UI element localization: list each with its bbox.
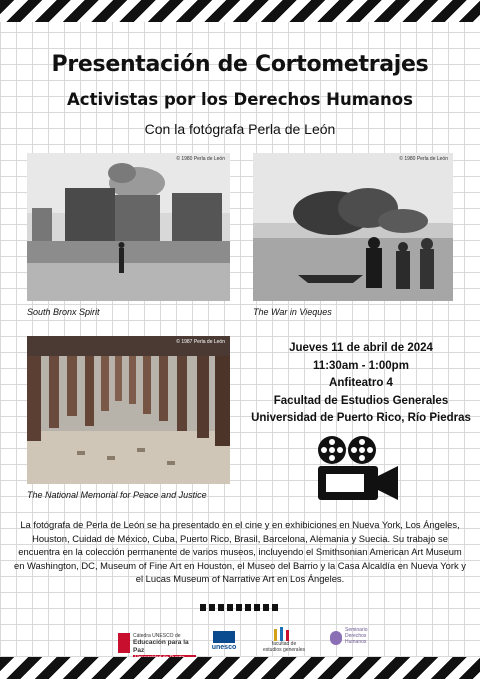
dotted-separator — [200, 604, 278, 611]
unesco-label: unesco — [211, 644, 237, 651]
caption-national-memorial: The National Memorial for Peace and Justice — [27, 490, 207, 500]
event-university: Universidad de Puerto Rico, Río Piedras — [251, 412, 471, 424]
event-time: 11:30am - 1:00pm — [313, 359, 409, 372]
unesco-temple-icon — [213, 631, 235, 643]
page-title: Presentación de Cortometrajes — [51, 52, 429, 77]
photo-credit: © 1980 Perla de León — [399, 156, 448, 162]
page-subtitle: Activistas por los Derechos Humanos — [67, 90, 413, 109]
photo-credit: © 1987 Perla de León — [176, 339, 225, 345]
ddhh-line1: Seminario — [345, 627, 368, 633]
catedra-line2: Educación para la Paz — [133, 639, 189, 654]
bottom-stripe-border — [0, 657, 480, 679]
derechos-humanos-logo — [330, 627, 376, 645]
photo-war-in-vieques — [253, 153, 453, 301]
catedra-emblem-icon — [118, 633, 130, 653]
photo-south-bronx — [27, 153, 230, 301]
catedra-line1: Cátedra UNESCO de — [133, 633, 181, 639]
film-camera-icon — [312, 434, 402, 507]
estudios-generales-emblem-icon — [262, 627, 306, 641]
sponsor-logos — [0, 619, 480, 655]
description-text: La fotógrafa de Perla de León se ha presentado en el cine y en exhibiciones en Nueva York, Los Ángeles, Houston, Cuidad de México, Cuba, Puerto Rico, Brasil, Barcelona, Alemania y Suecia. Su trabajo se encuentra en la colección permanente de varios museos, incluyendo el Smithsonian American Art Museum en Washington, DC, Museum of Fine Art en Houston, el Museo del Barrio y la Casa Alcaldía en Nueva York y el Lucas Museum of Narrative Art en Los Ángeles. — [14, 519, 466, 585]
event-faculty: Facultad de Estudios Generales — [273, 394, 449, 407]
photo-national-memorial — [27, 336, 230, 484]
caption-war-in-vieques: The War in Vieques — [253, 307, 332, 317]
ddhh-line3: Humanos — [345, 639, 367, 645]
ddhh-line2: Derechos — [345, 633, 367, 639]
derechos-emblem-icon — [330, 631, 342, 645]
fac-line2: estudios generales — [263, 647, 305, 653]
caption-south-bronx: South Bronx Spirit — [27, 307, 100, 317]
fac-line1: facultad de — [271, 641, 297, 647]
event-details — [246, 340, 476, 428]
photo-credit: © 1980 Perla de León — [176, 156, 225, 162]
event-room: Anfiteatro 4 — [329, 377, 393, 389]
unesco-logo — [206, 631, 242, 652]
event-date: Jueves 11 de abril de 2024 — [289, 342, 433, 354]
estudios-generales-logo — [262, 627, 306, 653]
top-stripe-border — [0, 0, 480, 22]
byline: Con la fotógrafa Perla de León — [144, 121, 336, 137]
